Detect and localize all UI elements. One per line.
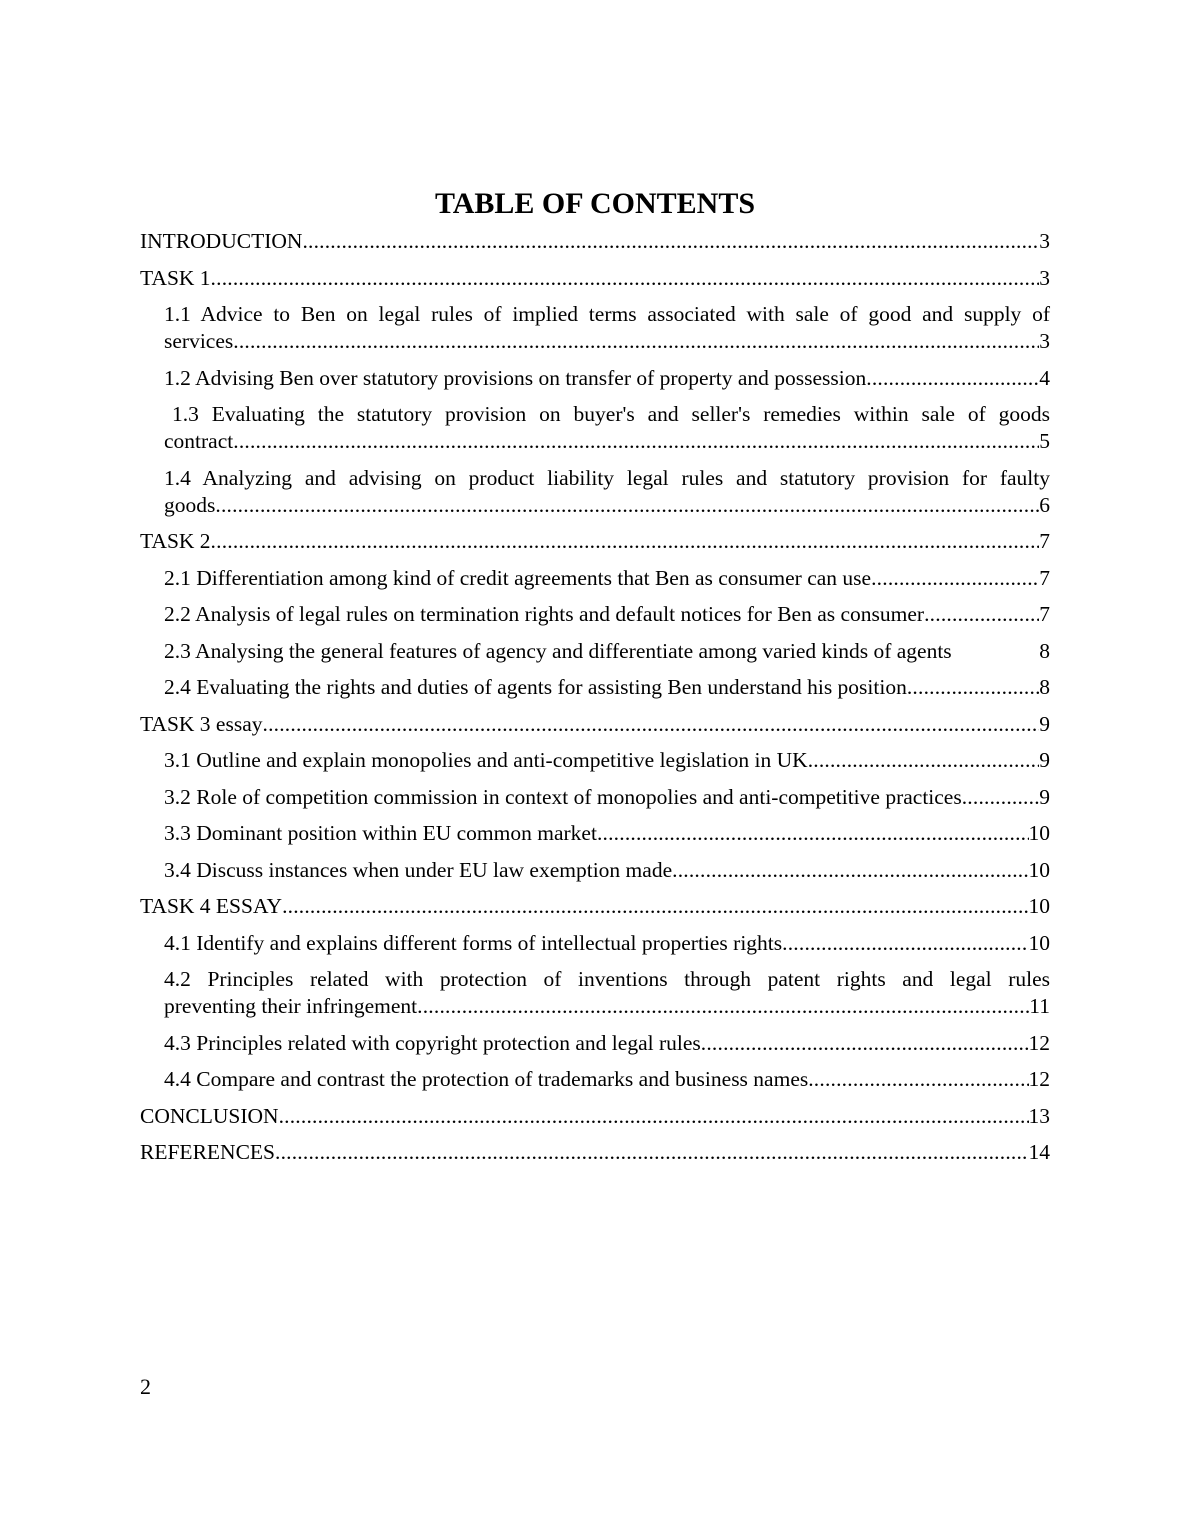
toc-entry-page: 5 bbox=[1039, 429, 1050, 453]
toc-entry-page: 14 bbox=[1028, 1140, 1050, 1164]
toc-entry-4-3[interactable] bbox=[164, 1030, 1050, 1057]
toc-entry-label: 2.2 Analysis of legal rules on termination rights and default notices for Ben as consumer bbox=[164, 602, 925, 626]
toc-entry-page: 6 bbox=[1039, 492, 1050, 517]
table-of-contents bbox=[140, 228, 1050, 1176]
toc-entry-label-line-2: contract bbox=[164, 429, 234, 453]
dot-leader bbox=[808, 747, 1040, 774]
toc-entry-label-line-2: services bbox=[164, 329, 234, 353]
toc-entry-references[interactable] bbox=[140, 1139, 1050, 1166]
toc-entry-1-1[interactable] bbox=[164, 301, 1050, 355]
dot-leader bbox=[597, 820, 1029, 847]
toc-entry-page: 11 bbox=[1029, 994, 1050, 1018]
toc-entry-page: 10 bbox=[1028, 930, 1050, 955]
dot-leader bbox=[417, 993, 1029, 1020]
toc-entry-task-2[interactable] bbox=[140, 528, 1050, 555]
dot-leader bbox=[263, 711, 1040, 738]
toc-entry-page: 7 bbox=[1039, 529, 1050, 553]
dot-leader bbox=[924, 601, 1039, 628]
toc-entry-2-3[interactable] bbox=[164, 638, 1050, 665]
toc-entry-task-3[interactable] bbox=[140, 711, 1050, 738]
dot-leader bbox=[233, 328, 1039, 355]
toc-entry-label: 4.3 Principles related with copyright protection and legal rules bbox=[164, 1030, 701, 1055]
toc-entry-2-2[interactable] bbox=[164, 601, 1050, 628]
toc-entry-label: TASK 2 bbox=[140, 529, 211, 553]
toc-entry-page: 9 bbox=[1039, 711, 1050, 736]
toc-entry-label: 3.2 Role of competition commission in context of monopolies and anti-competitive practices bbox=[164, 784, 962, 809]
toc-entry-3-4[interactable] bbox=[164, 857, 1050, 884]
toc-entry-label: TASK 4 ESSAY bbox=[140, 894, 283, 918]
dot-leader bbox=[701, 1030, 1029, 1057]
toc-entry-1-4[interactable] bbox=[164, 465, 1050, 519]
toc-entry-page: 7 bbox=[1039, 565, 1050, 590]
toc-entry-page: 10 bbox=[1028, 857, 1050, 882]
toc-title: TABLE OF CONTENTS bbox=[434, 187, 756, 220]
toc-entry-4-1[interactable] bbox=[164, 930, 1050, 957]
toc-entry-label-line-1: 1.4 Analyzing and advising on product liability legal rules and statutory provision for faulty bbox=[164, 465, 1050, 490]
toc-entry-3-1[interactable] bbox=[164, 747, 1050, 774]
toc-entry-4-4[interactable] bbox=[164, 1066, 1050, 1093]
toc-entry-page: 9 bbox=[1039, 784, 1050, 809]
dot-leader bbox=[211, 265, 1040, 292]
toc-entry-label: 4.1 Identify and explains different forms of intellectual properties rights bbox=[164, 930, 783, 955]
toc-entry-3-2[interactable] bbox=[164, 784, 1050, 811]
toc-entry-label-line-2: goods bbox=[164, 492, 216, 517]
toc-entry-page: 8 bbox=[1039, 638, 1050, 663]
dot-leader bbox=[279, 1103, 1029, 1130]
dot-leader bbox=[672, 857, 1028, 884]
toc-entry-3-3[interactable] bbox=[164, 820, 1050, 847]
toc-entry-label-line-1: 4.2 Principles related with protection of inventions through patent rights and legal rules bbox=[164, 967, 1050, 991]
toc-entry-page: 3 bbox=[1039, 265, 1050, 290]
dot-leader bbox=[211, 528, 1040, 555]
toc-entry-label: 1.2 Advising Ben over statutory provisions on transfer of property and possession bbox=[164, 365, 867, 390]
toc-entry-label-line-1: 1.1 Advice to Ben on legal rules of implied terms associated with sale of good and supply of bbox=[164, 302, 1050, 326]
dot-leader bbox=[808, 1066, 1028, 1093]
toc-entry-label: 3.4 Discuss instances when under EU law exemption made bbox=[164, 857, 673, 882]
dot-leader bbox=[962, 784, 1040, 811]
dot-leader bbox=[275, 1139, 1029, 1166]
toc-entry-label: 2.3 Analysing the general features of agency and differentiate among varied kinds of agents bbox=[164, 638, 952, 663]
toc-entry-label: 3.1 Outline and explain monopolies and anti-competitive legislation in UK bbox=[164, 748, 808, 772]
toc-entry-4-2[interactable] bbox=[164, 966, 1050, 1020]
toc-entry-2-1[interactable] bbox=[164, 565, 1050, 592]
dot-leader bbox=[907, 674, 1039, 701]
toc-entry-page: 10 bbox=[1028, 821, 1050, 845]
dot-leader bbox=[302, 228, 1039, 255]
toc-entry-conclusion[interactable] bbox=[140, 1103, 1050, 1130]
dot-leader bbox=[871, 565, 1039, 592]
toc-entry-introduction[interactable] bbox=[140, 228, 1050, 255]
toc-entry-page: 13 bbox=[1028, 1103, 1050, 1128]
toc-entry-label: 3.3 Dominant position within EU common market bbox=[164, 821, 597, 845]
toc-entry-page: 8 bbox=[1039, 675, 1050, 699]
toc-entry-page: 4 bbox=[1039, 365, 1050, 390]
toc-entry-label: TASK 3 essay bbox=[140, 711, 263, 736]
toc-entry-2-4[interactable] bbox=[164, 674, 1050, 701]
toc-entry-page: 3 bbox=[1039, 229, 1050, 253]
toc-entry-page: 12 bbox=[1028, 1030, 1050, 1055]
toc-entry-label-line-1: 1.3 Evaluating the statutory provision on buyer's and seller's remedies within sale of goods bbox=[172, 402, 1050, 426]
toc-entry-page: 9 bbox=[1039, 748, 1050, 772]
toc-entry-page: 7 bbox=[1039, 602, 1050, 626]
toc-entry-label: 2.4 Evaluating the rights and duties of agents for assisting Ben understand his position bbox=[164, 675, 907, 699]
toc-entry-label-line-2: preventing their infringement bbox=[164, 994, 418, 1018]
toc-entry-label: 4.4 Compare and contrast the protection of trademarks and business names bbox=[164, 1067, 809, 1091]
toc-entry-label: CONCLUSION bbox=[140, 1103, 279, 1128]
toc-entry-label: REFERENCES bbox=[140, 1140, 275, 1164]
dot-leader bbox=[215, 492, 1039, 519]
toc-entry-1-3[interactable] bbox=[164, 401, 1050, 455]
dot-leader bbox=[233, 428, 1039, 455]
dot-leader bbox=[282, 893, 1028, 920]
dot-leader bbox=[866, 365, 1039, 392]
toc-entry-1-2[interactable] bbox=[164, 365, 1050, 392]
page-number: 2 bbox=[140, 1374, 151, 1399]
toc-entry-task-1[interactable] bbox=[140, 265, 1050, 292]
toc-entry-label: INTRODUCTION bbox=[140, 229, 303, 253]
toc-entry-page: 12 bbox=[1028, 1067, 1050, 1091]
toc-entry-label: 2.1 Differentiation among kind of credit agreements that Ben as consumer can use bbox=[164, 565, 872, 590]
toc-entry-task-4[interactable] bbox=[140, 893, 1050, 920]
toc-entry-page: 10 bbox=[1028, 894, 1050, 918]
toc-entry-page: 3 bbox=[1039, 329, 1050, 353]
dot-leader bbox=[782, 930, 1028, 957]
toc-entry-label: TASK 1 bbox=[140, 265, 211, 290]
